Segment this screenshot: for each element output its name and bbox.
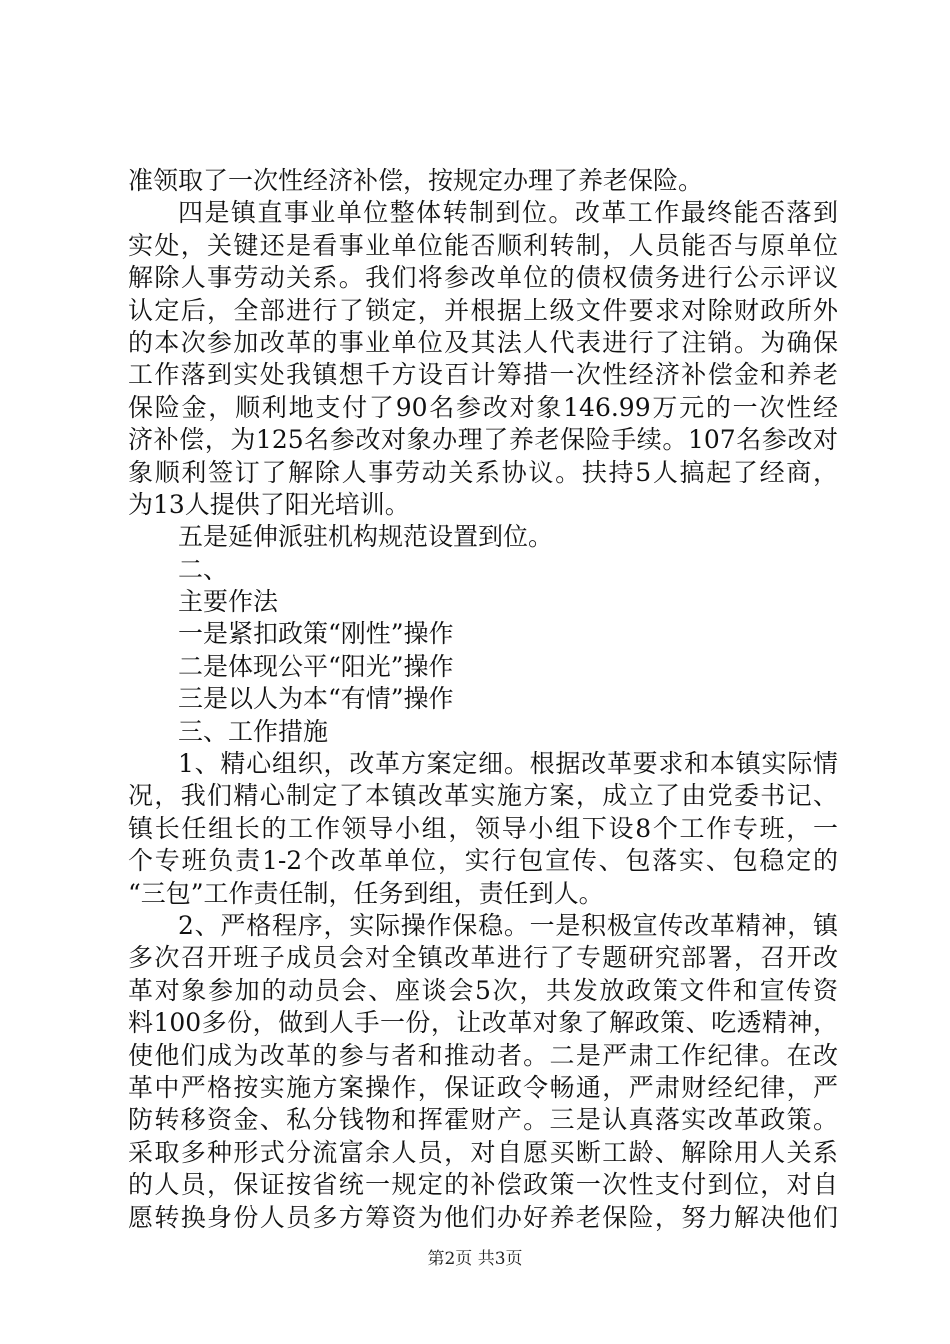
text-line: 革中严格按实施方案操作，保证政令畅通，严肃财经纪律，严 [128, 1072, 838, 1102]
text-line: 2、严格程序，实际操作保稳。一是积极宣传改革精神，镇 [178, 910, 838, 940]
text-line: 个专班负责1-2个改革单位，实行包宣传、包落实、包稳定的 [128, 846, 838, 876]
text-line: 使他们成为改革的参与者和推动者。二是严肃工作纪律。在改 [128, 1040, 838, 1070]
text-line: 镇长任组长的工作领导小组，领导小组下设8个工作专班，一 [128, 813, 838, 843]
text-line: 的人员，保证按省统一规定的补偿政策一次性支付到位，对自 [128, 1170, 838, 1200]
text-line: 的本次参加改革的事业单位及其法人代表进行了注销。为确保 [128, 327, 838, 357]
text-line: 二、 [178, 554, 229, 584]
text-line: 防转移资金、私分钱物和挥霍财产。三是认真落实改革政策。 [128, 1105, 838, 1135]
text-line: 1、精心组织，改革方案定细。根据改革要求和本镇实际情 [178, 749, 838, 779]
text-line: 革对象参加的动员会、座谈会5次，共发放政策文件和宣传资 [128, 975, 838, 1005]
text-line: 况，我们精心制定了本镇改革实施方案，成立了由党委书记、 [128, 781, 838, 811]
text-line: 实处，关键还是看事业单位能否顺利转制，人员能否与原单位 [128, 230, 838, 260]
text-line: 济补偿，为125名参改对象办理了养老保险手续。107名参改对 [128, 425, 838, 455]
text-line: 准领取了一次性经济补偿，按规定办理了养老保险。 [128, 166, 704, 195]
text-line: 多次召开班子成员会对全镇改革进行了专题研究部署，召开改 [128, 943, 838, 973]
text-line: 为13人提供了阳光培训。 [128, 489, 410, 519]
text-line: 工作落到实处我镇想千方设百计筹措一次性经济补偿金和养老 [128, 360, 838, 390]
text-line: 采取多种形式分流富余人员，对自愿买断工龄、解除用人关系 [128, 1137, 838, 1167]
text-line: 愿转换身份人员多方筹资为他们办好养老保险，努力解决他们 [128, 1202, 838, 1232]
page-footer: 第2页 共3页 [427, 1249, 523, 1269]
text-line: 主要作法 [178, 587, 279, 617]
text-line: 二是体现公平“阳光”操作 [178, 651, 454, 681]
text-line: 五是延伸派驻机构规范设置到位。 [178, 522, 554, 552]
text-line: 三、工作措施 [178, 716, 329, 746]
text-line: 保险金，顺利地支付了90名参改对象146.99万元的一次性经 [128, 392, 838, 422]
text-line: 解除人事劳动关系。我们将参改单位的债权债务进行公示评议 [128, 263, 838, 293]
text-line: 象顺利签订了解除人事劳动关系协议。扶持5人搞起了经商， [128, 457, 838, 487]
text-line: “三包”工作责任制，任务到组，责任到人。 [128, 878, 604, 908]
document-body [128, 165, 838, 1234]
text-line: 三是以人为本“有情”操作 [178, 684, 454, 714]
text-line: 料100多份，做到人手一份，让改革对象了解政策、吃透精神， [128, 1008, 838, 1038]
text-line: 四是镇直事业单位整体转制到位。改革工作最终能否落到 [178, 198, 838, 228]
text-line: 一是紧扣政策“刚性”操作 [178, 619, 454, 649]
text-line: 认定后，全部进行了锁定，并根据上级文件要求对除财政所外 [128, 295, 838, 325]
